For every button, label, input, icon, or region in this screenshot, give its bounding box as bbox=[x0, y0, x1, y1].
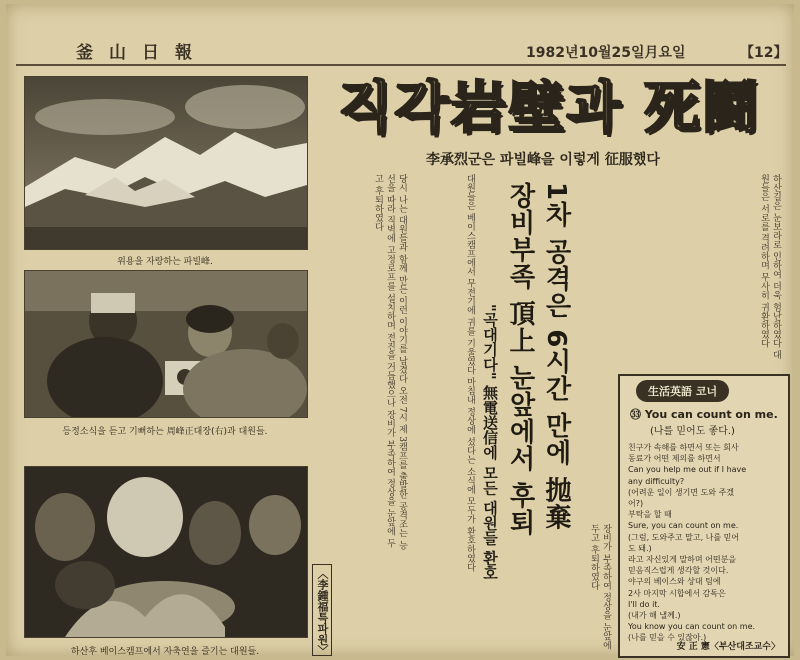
english-line: any difficulty? bbox=[628, 476, 685, 486]
deck-headline-3: "곡대기다" 無電送信에 모든 대원들 환호 bbox=[481, 304, 499, 581]
english-line: 동료가 어떤 제의를 하면서 bbox=[628, 454, 721, 464]
english-line: Can you help me out if I have bbox=[628, 465, 747, 475]
english-line: 라고 자신있게 말하며 어떤분을 bbox=[628, 555, 737, 565]
byline: 〈李鍾福특파원〉 bbox=[312, 564, 332, 656]
english-lines bbox=[628, 442, 782, 644]
issue-date: 1982년10월25일月요일 bbox=[526, 45, 686, 61]
english-line: 2사 마지막 시합에서 감독은 bbox=[628, 588, 726, 598]
english-phrase: ㉝ You can count on me. bbox=[630, 408, 778, 421]
body-line: 장비가 부족하여 정상을 눈앞에 두고 후퇴하였다 bbox=[373, 174, 395, 548]
body-line: 장비가 부족하여 정상을 눈앞에 두고 후퇴하였다 bbox=[589, 524, 611, 650]
english-line: 부탁을 할 때 bbox=[628, 510, 672, 520]
headline: 직각岩壁과 死鬪 bbox=[338, 76, 760, 141]
photo-mountain bbox=[24, 76, 308, 250]
body-line: 마침내 정상에 섰다는 소식에 모두가 환호하였다 bbox=[465, 377, 475, 572]
photo-caption-1: 위용을 자랑하는 파빌峰. bbox=[117, 257, 213, 267]
paper-name: 釜山日報 bbox=[76, 43, 208, 63]
english-meaning: (나를 믿어도 좋다.) bbox=[650, 426, 735, 437]
body-column-right-top bbox=[568, 174, 782, 364]
body-column-bottom bbox=[502, 524, 612, 654]
english-line: 믿음직스럽게 생각할 것이다. bbox=[628, 566, 729, 576]
english-corner-banner: 生活英語 코너 bbox=[636, 380, 729, 402]
photo-caption-3: 하산후 베이스캠프에서 자축연을 즐기는 대원들. bbox=[70, 647, 260, 657]
body-line: 대원들은 베이스캠프에서 무전기에 귀를 기울였다 bbox=[465, 174, 475, 375]
body-line: 당시 나는 대원들과 함께 만든 이런 이야기를 남겼다 bbox=[397, 174, 407, 384]
subhead: 李承烈군은 파빌峰을 이렇게 征服했다 bbox=[426, 152, 660, 168]
body-column-left bbox=[318, 174, 408, 554]
english-line: You know you can count on me. bbox=[628, 622, 756, 632]
english-line: Sure, you can count on me. bbox=[628, 521, 739, 531]
english-line: 야구의 베이스와 상대 팀에 bbox=[628, 577, 721, 587]
newspaper-page bbox=[6, 4, 794, 656]
english-line: 친구가 속해를 하면서 또는 회사 bbox=[628, 443, 739, 452]
body-line: 하산길은 눈보라로 인하여 더욱 험난하였다 bbox=[771, 174, 781, 348]
english-line: I'll do it. bbox=[628, 599, 660, 609]
english-line: (어려운 일이 생기면 도와 주겠 bbox=[628, 487, 735, 497]
deck-headline-1: 1차 공격은 6시간 만에 抛棄 bbox=[541, 182, 571, 531]
body-column-middle bbox=[412, 174, 476, 644]
body-line: 오전 7시 제 3캠프를 출발한 공격조는 능선을 따라 bbox=[385, 174, 407, 550]
english-corner-author: 安 正 憲〈부산대조교수〉 bbox=[676, 642, 780, 652]
english-line: 어?) bbox=[628, 499, 644, 509]
deck-headline-2: 장비부족 頂上 눈앞에서 후퇴 bbox=[505, 182, 535, 537]
masthead bbox=[6, 4, 794, 64]
page-number: 【12】 bbox=[740, 45, 788, 61]
english-corner-box bbox=[618, 374, 790, 658]
photo-basecamp bbox=[24, 466, 308, 638]
body-line: 대원들은 서로를 격려하며 무사히 귀환하였다 bbox=[759, 174, 781, 360]
masthead-rule bbox=[16, 64, 786, 66]
english-line: (내가 해 낼께.) bbox=[628, 611, 681, 621]
english-line: 도 돼.) bbox=[628, 543, 652, 553]
photo-caption-2: 등정소식을 듣고 기뻐하는 周峰正대장(右)과 대원들. bbox=[62, 427, 268, 437]
photo-celebration bbox=[24, 270, 308, 418]
english-line: (그럼, 도와주고 말고, 나를 믿어 bbox=[628, 532, 740, 542]
english-line: (나를 믿을 수 있잖아.) bbox=[628, 633, 707, 643]
body-line: 직벽에 고정로프를 설치하며 전진을 거듭했으나 bbox=[385, 215, 395, 408]
